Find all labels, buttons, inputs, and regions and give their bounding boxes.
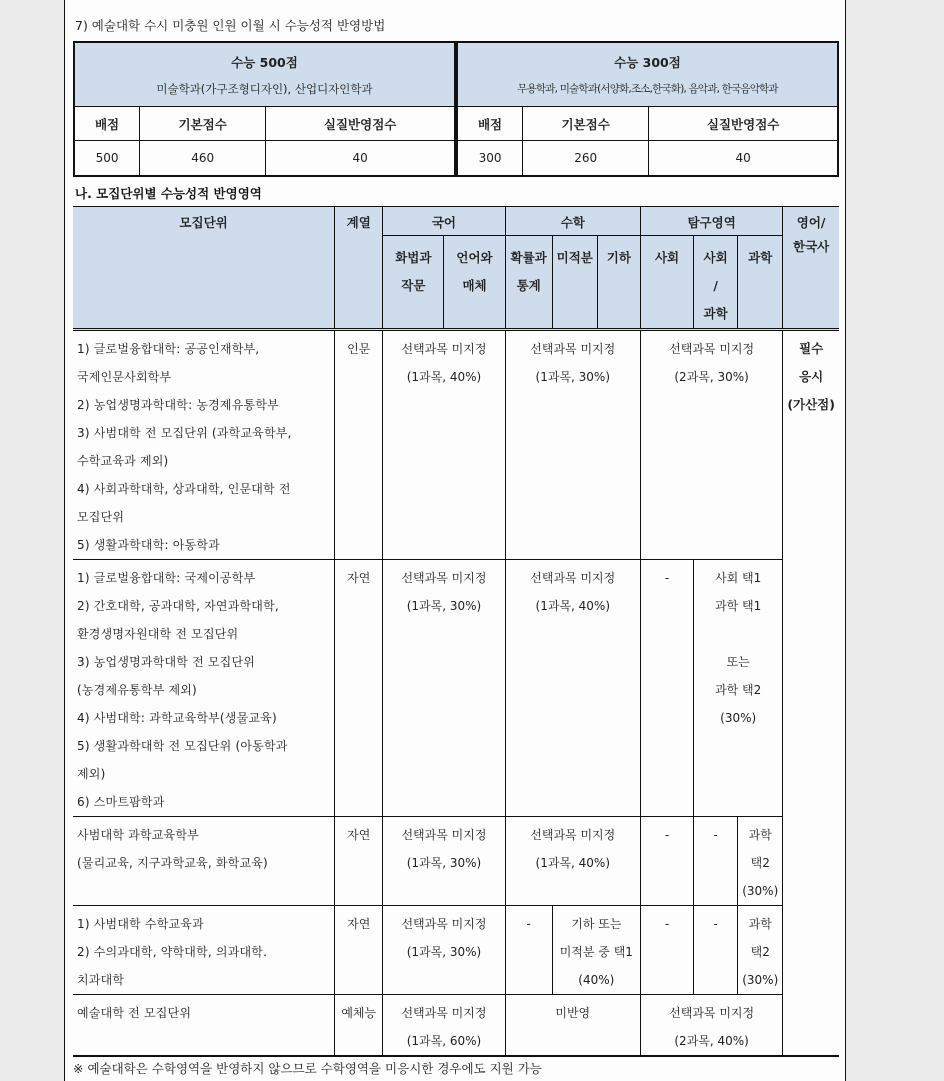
header-line: 확률과 bbox=[510, 250, 547, 265]
cell-line: (30%) bbox=[742, 973, 779, 987]
table-row bbox=[73, 560, 839, 817]
cell-line: 과학 bbox=[748, 917, 772, 931]
table-header bbox=[74, 42, 455, 107]
header-unit: 모집단위 bbox=[73, 207, 335, 330]
header-line: 사회 bbox=[703, 250, 728, 265]
cell-line: (2과목, 40%) bbox=[674, 1034, 749, 1048]
cell-line: 선택과목 미지정 bbox=[669, 342, 755, 356]
header-math-calc: 미적분 bbox=[552, 236, 597, 330]
cell-line: 선택과목 미지정 bbox=[401, 342, 487, 356]
cell-line: 택2 bbox=[750, 856, 770, 870]
table-cell: 40 bbox=[649, 141, 838, 177]
cell-line: 필수 bbox=[799, 341, 824, 356]
inquiry-science-cell bbox=[738, 906, 783, 995]
header-korean-media bbox=[444, 236, 505, 330]
unit-cell bbox=[73, 906, 335, 995]
table-cell: 500 bbox=[74, 141, 140, 177]
math-cell bbox=[505, 330, 640, 560]
unit-line: 치과대학 bbox=[77, 973, 125, 987]
score-table-300 bbox=[456, 41, 839, 177]
cell-line: 사회 택1 bbox=[715, 571, 762, 585]
footnote: ※ 예술대학은 수학영역을 반영하지 않으므로 수학영역을 미응시한 경우에도 지원 가능 bbox=[73, 1061, 542, 1076]
header-math: 수학 bbox=[505, 207, 640, 236]
inquiry-social-cell: - bbox=[640, 906, 693, 995]
korean-cell bbox=[383, 817, 505, 906]
unit-line: 모집단위 bbox=[77, 510, 125, 524]
cell-line: (1과목, 30%) bbox=[406, 945, 482, 959]
cell-line: 응시 bbox=[799, 369, 824, 384]
inquiry-science-cell bbox=[738, 817, 783, 906]
reflection-areas-table bbox=[73, 206, 839, 1057]
cell-line: 미적분 중 택1 bbox=[559, 945, 633, 959]
unit-line: (농경제유통학부 제외) bbox=[77, 683, 197, 697]
cell-line: 선택과목 미지정 bbox=[669, 1006, 755, 1020]
inquiry-cell bbox=[640, 330, 782, 560]
unit-line: 국제인문사회학부 bbox=[77, 370, 172, 384]
header-line: 과학 bbox=[703, 306, 728, 321]
track-cell: 자연 bbox=[335, 560, 383, 817]
unit-line: 예술대학 전 모집단위 bbox=[77, 1006, 192, 1020]
unit-line: 3) 사범대학 전 모집단위 (과학교육학부, bbox=[77, 426, 292, 440]
header-line: / bbox=[713, 278, 718, 293]
unit-line: (물리교육, 지구과학교육, 화학교육) bbox=[77, 856, 268, 870]
table-departments: 무용학과, 미술학과(서양화,조소,한국화), 음악과, 한국음악학과 bbox=[517, 83, 778, 95]
unit-cell bbox=[73, 817, 335, 906]
table-row bbox=[73, 330, 839, 560]
table-cell: 260 bbox=[523, 141, 649, 177]
column-header: 기본점수 bbox=[523, 107, 649, 141]
cell-line: 선택과목 미지정 bbox=[401, 828, 487, 842]
unit-line: 2) 수의과대학, 약학대학, 의과대학. bbox=[77, 945, 268, 959]
cell-line: 기하 또는 bbox=[571, 917, 622, 931]
unit-line: 2) 간호대학, 공과대학, 자연과학대학, bbox=[77, 599, 279, 613]
header-inquiry-social: 사회 bbox=[640, 236, 693, 330]
unit-cell bbox=[73, 995, 335, 1057]
inquiry-mixed-cell bbox=[694, 560, 783, 817]
korean-cell bbox=[383, 995, 505, 1057]
table-header bbox=[457, 42, 838, 107]
cell-line: 과학 bbox=[748, 828, 772, 842]
header-track: 계열 bbox=[335, 207, 383, 330]
header-inquiry: 탐구영역 bbox=[640, 207, 782, 236]
unit-line: 2) 농업생명과학대학: 농경제유통학부 bbox=[77, 398, 279, 412]
cell-line: (1과목, 40%) bbox=[535, 599, 611, 613]
inquiry-mixed-cell: - bbox=[694, 817, 738, 906]
header-line: 한국사 bbox=[793, 239, 830, 254]
korean-cell bbox=[383, 906, 505, 995]
section-7-title: 7) 예술대학 수시 미충원 인원 이월 시 수능성적 반영방법 bbox=[75, 18, 386, 33]
cell-line: (1과목, 60%) bbox=[406, 1034, 482, 1048]
inquiry-mixed-cell: - bbox=[694, 906, 738, 995]
unit-cell bbox=[73, 330, 335, 560]
unit-line: 사범대학 과학교육학부 bbox=[77, 828, 199, 842]
cell-line: (1과목, 30%) bbox=[406, 599, 482, 613]
cell-line: 선택과목 미지정 bbox=[530, 828, 616, 842]
column-header: 배점 bbox=[74, 107, 140, 141]
cell-line: 선택과목 미지정 bbox=[401, 571, 487, 585]
cell-line: (40%) bbox=[578, 973, 615, 987]
cell-line: (2과목, 30%) bbox=[674, 370, 749, 384]
table-heading: 수능 300점 bbox=[614, 55, 681, 70]
unit-cell bbox=[73, 560, 335, 817]
inquiry-social-cell: - bbox=[640, 817, 693, 906]
unit-line: 4) 사범대학: 과학교육학부(생물교육) bbox=[77, 711, 277, 725]
header-line: 매체 bbox=[462, 278, 487, 293]
cell-line: (가산점) bbox=[787, 397, 835, 412]
column-header: 실질반영점수 bbox=[266, 107, 455, 141]
section-na-title: 나. 모집단위별 수능성적 반영영역 bbox=[75, 186, 262, 201]
english-history-cell bbox=[783, 330, 839, 1057]
track-cell: 인문 bbox=[335, 330, 383, 560]
header-inquiry-science: 과학 bbox=[738, 236, 783, 330]
header-math-prob bbox=[505, 236, 552, 330]
cell-line: 선택과목 미지정 bbox=[401, 917, 487, 931]
header-inquiry-mixed bbox=[694, 236, 738, 330]
unit-line: 5) 생활과학대학 전 모집단위 (아동학과 bbox=[77, 739, 288, 753]
document-page bbox=[64, 0, 846, 1081]
header-line: 언어와 bbox=[456, 250, 493, 265]
cell-line: 선택과목 미지정 bbox=[530, 342, 616, 356]
math-cell bbox=[505, 560, 640, 817]
header-line: 작문 bbox=[401, 278, 426, 293]
cell-line: (1과목, 30%) bbox=[535, 370, 611, 384]
header-math-geo: 기하 bbox=[597, 236, 640, 330]
unit-line: 6) 스마트팜학과 bbox=[77, 795, 165, 809]
table-departments: 미술학과(가구조형디자인), 산업디자인학과 bbox=[156, 81, 373, 96]
track-cell: 자연 bbox=[335, 906, 383, 995]
track-cell: 예체능 bbox=[335, 995, 383, 1057]
track-cell: 자연 bbox=[335, 817, 383, 906]
header-line: 화법과 bbox=[395, 250, 432, 265]
table-heading: 수능 500점 bbox=[231, 54, 298, 70]
math-calc-geo-cell bbox=[552, 906, 640, 995]
header-line: 영어/ bbox=[796, 215, 826, 230]
table-cell: 300 bbox=[457, 141, 523, 177]
column-header: 기본점수 bbox=[140, 107, 266, 141]
cell-line: 택2 bbox=[750, 945, 770, 959]
unit-line: 1) 글로벌융합대학: 국제이공학부 bbox=[77, 571, 256, 585]
inquiry-social-cell: - bbox=[640, 560, 693, 817]
cell-line: 선택과목 미지정 bbox=[530, 571, 616, 585]
header-korean-speech bbox=[383, 236, 444, 330]
cell-line: (1과목, 40%) bbox=[406, 370, 482, 384]
unit-line: 3) 농업생명과학대학 전 모집단위 bbox=[77, 655, 256, 669]
cell-line: (30%) bbox=[720, 711, 757, 725]
unit-line: 4) 사회과학대학, 상과대학, 인문대학 전 bbox=[77, 482, 291, 496]
cell-line: (30%) bbox=[742, 884, 779, 898]
math-cell: 미반영 bbox=[505, 995, 640, 1057]
korean-cell bbox=[383, 330, 505, 560]
header-line: 통계 bbox=[516, 278, 541, 293]
cell-line: 선택과목 미지정 bbox=[401, 1006, 487, 1020]
korean-cell bbox=[383, 560, 505, 817]
unit-line: 수학교육과 제외) bbox=[77, 454, 169, 468]
score-table-500 bbox=[73, 41, 456, 177]
math-prob-cell: - bbox=[505, 906, 552, 995]
table-row bbox=[73, 817, 839, 906]
header-english-history bbox=[783, 207, 839, 330]
unit-line: 제외) bbox=[77, 767, 106, 781]
math-cell bbox=[505, 817, 640, 906]
table-cell: 40 bbox=[266, 141, 455, 177]
cell-line: 과학 택1 bbox=[715, 599, 762, 613]
table-row bbox=[73, 906, 839, 995]
table-row bbox=[73, 995, 839, 1057]
table-cell: 460 bbox=[140, 141, 266, 177]
inquiry-cell bbox=[640, 995, 782, 1057]
cell-line: 과학 택2 bbox=[715, 683, 762, 697]
cell-line: 또는 bbox=[726, 655, 750, 669]
header-korean: 국어 bbox=[383, 207, 505, 236]
cell-line: (1과목, 40%) bbox=[535, 856, 611, 870]
unit-line: 1) 사범대학 수학교육과 bbox=[77, 917, 204, 931]
unit-line: 1) 글로벌융합대학: 공공인재학부, bbox=[77, 342, 260, 356]
cell-line bbox=[694, 620, 782, 648]
column-header: 배점 bbox=[457, 107, 523, 141]
column-header: 실질반영점수 bbox=[649, 107, 838, 141]
unit-line: 5) 생활과학대학: 아동학과 bbox=[77, 538, 220, 552]
unit-line: 환경생명자원대학 전 모집단위 bbox=[77, 627, 239, 641]
cell-line: (1과목, 30%) bbox=[406, 856, 482, 870]
